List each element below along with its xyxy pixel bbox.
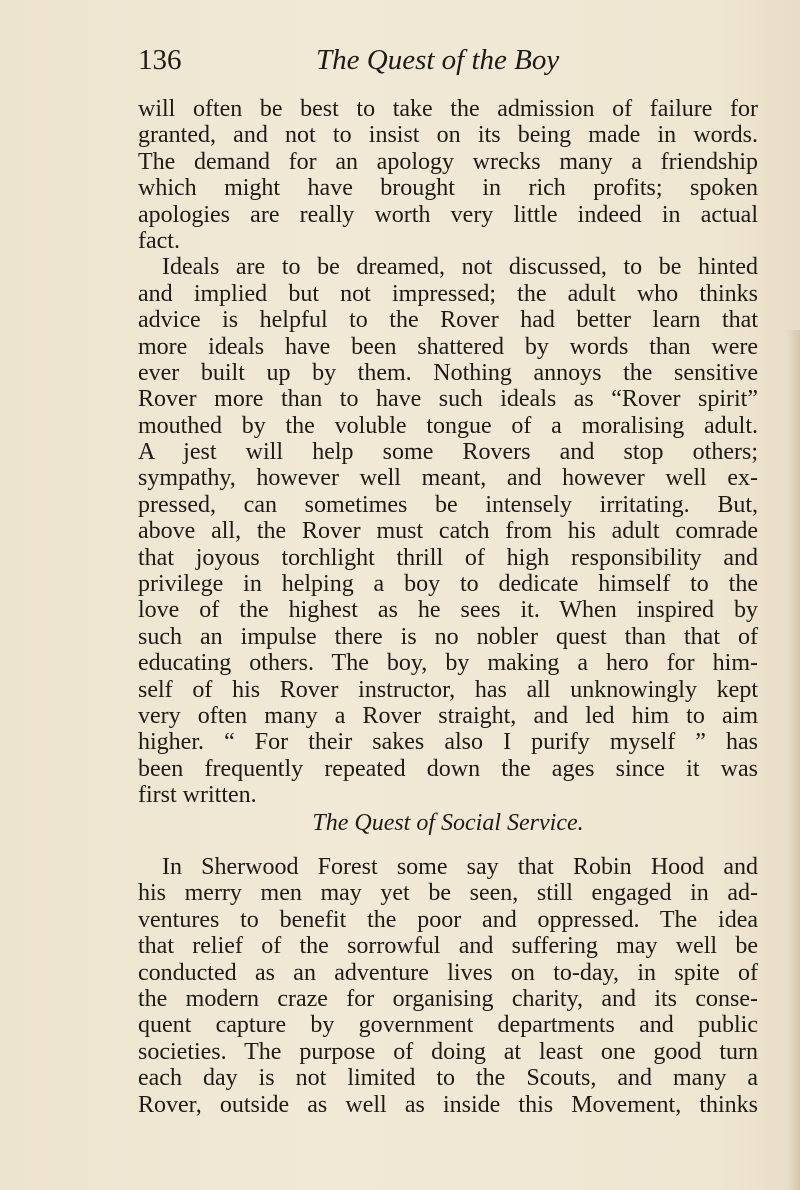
page-header (138, 44, 758, 88)
text-line: Rover more than to have such ideals as “Rover spirit” (138, 386, 758, 413)
text-line: mouthed by the voluble tongue of a moralising adult. (138, 412, 758, 439)
text-line: sympathy, however well meant, and however well ex- (138, 465, 758, 492)
text-line: Ideals are to be dreamed, not discussed, to be hinted (162, 254, 758, 281)
body-text (138, 96, 758, 1118)
text-line: his merry men may yet be seen, still engaged in ad- (138, 880, 758, 907)
text-line: above all, the Rover must catch from his adult comrade (138, 518, 758, 545)
text-line: more ideals have been shattered by words than were (138, 333, 758, 360)
text-line: first written. (138, 782, 257, 809)
text-line: advice is helpful to the Rover had better learn that (138, 307, 758, 334)
text-line: the modern craze for organising charity, and its conse- (138, 985, 758, 1012)
text-line: that relief of the sorrowful and suffering may well be (138, 933, 758, 960)
text-line: will often be best to take the admission of failure for (138, 96, 758, 122)
text-line: granted, and not to insist on its being made in words. (138, 122, 758, 149)
text-line: ventures to benefit the poor and oppressed. The idea (138, 906, 758, 933)
text-line: ever built up by them. Nothing annoys the sensitive (138, 359, 758, 386)
text-line: conducted as an adventure lives on to-day, in spite of (138, 959, 758, 986)
paragraph-1 (138, 96, 758, 254)
text-line: pressed, can sometimes be intensely irritating. But, (138, 491, 758, 518)
text-line: each day is not limited to the Scouts, and many a (138, 1065, 758, 1092)
text-line: very often many a Rover straight, and led him to aim (138, 702, 758, 729)
text-line: and implied but not impressed; the adult who thinks (138, 280, 758, 307)
text-line: The demand for an apology wrecks many a friendship (138, 148, 758, 175)
text-line: A jest will help some Rovers and stop others; (138, 439, 758, 466)
text-line: love of the highest as he sees it. When inspired by (138, 597, 758, 624)
page-number: 136 (138, 44, 182, 76)
text-line: such an impulse there is no nobler quest than that of (138, 623, 758, 650)
text-line: In Sherwood Forest some say that Robin Hood and (162, 854, 758, 880)
text-line: apologies are really worth very little indeed in actual (138, 201, 758, 228)
page-edge-shadow (786, 330, 800, 1190)
text-line: self of his Rover instructor, has all unknowingly kept (138, 676, 758, 703)
text-line: fact. (138, 227, 180, 254)
text-line: higher. “ For their sakes also I purify myself ” has (138, 729, 758, 756)
text-line: which might have brought in rich profits; spoken (138, 175, 758, 202)
paragraph-2 (138, 254, 758, 808)
text-line: been frequently repeated down the ages since it was (138, 755, 758, 782)
text-line: Rover, outside as well as inside this Movement, thinks (138, 1091, 758, 1118)
paragraph-3 (138, 854, 758, 1118)
section-heading: The Quest of Social Service. (312, 810, 584, 836)
text-line: societies. The purpose of doing at least one good turn (138, 1038, 758, 1065)
text-line: quent capture by government departments and public (138, 1012, 758, 1039)
text-line: that joyous torchlight thrill of high responsibility and (138, 544, 758, 571)
text-line: educating others. The boy, by making a hero for him- (138, 650, 758, 677)
running-title: The Quest of the Boy (316, 44, 560, 76)
text-line: privilege in helping a boy to dedicate himself to the (138, 571, 758, 598)
